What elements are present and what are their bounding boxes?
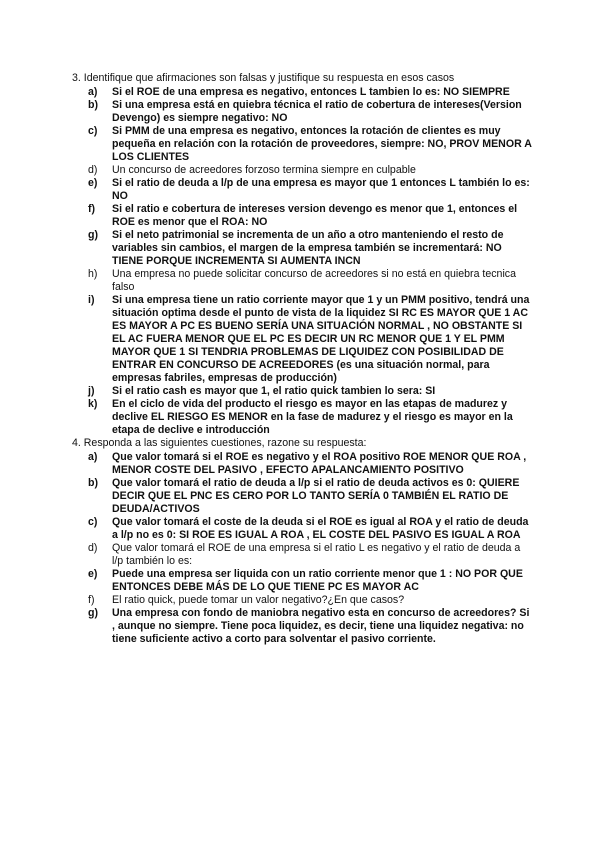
item-label: i) xyxy=(88,294,95,306)
section-3-item xyxy=(72,164,534,177)
section-3-list xyxy=(72,86,534,437)
item-label: f) xyxy=(88,594,95,606)
section-4-item xyxy=(72,607,534,646)
section-3-item xyxy=(72,294,534,385)
item-label: h) xyxy=(88,268,98,280)
section-3-item xyxy=(72,86,534,99)
item-label: e) xyxy=(88,568,98,580)
item-text: Una empresa con fondo de maniobra negativo esta en concurso de acreedores? Si , aunque no siempre. Tiene poca liquidez, es decir, tiene una liquidez negativa: no tiene suficiente activo a corto para solventar el pasivo corriente. xyxy=(112,607,530,645)
item-text: Si el ratio de deuda a l/p de una empresa es mayor que 1 entonces L también lo es: NO xyxy=(112,177,530,202)
section-4-item xyxy=(72,568,534,594)
section-4-item xyxy=(72,542,534,568)
item-label: k) xyxy=(88,398,98,410)
section-4-item xyxy=(72,516,534,542)
item-label: b) xyxy=(88,99,98,111)
section-3-item xyxy=(72,99,534,125)
item-label: g) xyxy=(88,607,98,619)
section-4-item xyxy=(72,477,534,516)
section-4-list xyxy=(72,451,534,646)
item-text: Si una empresa tiene un ratio corriente mayor que 1 y un PMM positivo, tendrá una situación optima desde el punto de vista de la liquidez SI RC ES MAYOR QUE 1 AC ES MAYOR A PC ES BUENO SERÍA UNA SITUACIÓN NORMAL , NO OBSTANTE SI EL AC FUERA MENOR QUE EL PC ES DECIR UN RC MENOR QUE 1 Y EL PMM MAYOR QUE 1 SI TENDRIA PROBLEMAS DE LIQUIDEZ CON POSIBILIDAD DE ENTRAR EN CONCURSO DE ACREEDORES (es una situación normal, para empresas fabriles, empresas de producción) xyxy=(112,294,530,384)
section-3-item xyxy=(72,229,534,268)
item-text: Si el ROE de una empresa es negativo, entonces L tambien lo es: NO SIEMPRE xyxy=(112,86,510,98)
section-4-title: 4. Responda a las siguientes cuestiones, razone su respuesta: xyxy=(72,437,367,449)
section-3-item xyxy=(72,385,534,398)
item-label: d) xyxy=(88,542,98,554)
item-label: a) xyxy=(88,86,98,98)
item-text: Una empresa no puede solicitar concurso de acreedores si no está en quiebra tecnica falso xyxy=(112,268,516,293)
item-text: Que valor tomará el coste de la deuda si el ROE es igual al ROA y el ratio de deuda a l/p no es 0: SI ROE ES IGUAL A ROA , EL COSTE DEL PASIVO ES IGUAL A ROA xyxy=(112,516,529,541)
item-text: Si el ratio cash es mayor que 1, el ratio quick tambien lo sera: SI xyxy=(112,385,436,397)
section-3-item xyxy=(72,125,534,164)
item-text: Si una empresa está en quiebra técnica el ratio de cobertura de intereses(Version Devengo) es siempre negativo: NO xyxy=(112,99,522,124)
item-text: El ratio quick, puede tomar un valor negativo?¿En que casos? xyxy=(112,594,405,606)
item-text: Si el neto patrimonial se incrementa de un año a otro manteniendo el resto de variables sin cambios, el margen de la empresa también se incrementará: NO TIENE PORQUE INCREMENTA SI AUMENTA INCN xyxy=(112,229,504,267)
section-3-item xyxy=(72,268,534,294)
section-3-item xyxy=(72,203,534,229)
section-4-item xyxy=(72,451,534,477)
item-text: Que valor tomará si el ROE es negativo y el ROA positivo ROE MENOR QUE ROA , MENOR COSTE DEL PASIVO , EFECTO APALANCAMIENTO POSITIVO xyxy=(112,451,527,476)
section-3-item xyxy=(72,398,534,437)
item-text: Un concurso de acreedores forzoso termina siempre en culpable xyxy=(112,164,416,176)
item-label: j) xyxy=(88,385,95,397)
item-text: Que valor tomará el ratio de deuda a l/p si el ratio de deuda activos es 0: QUIERE DECIR QUE EL PNC ES CERO POR LO TANTO SERÍA 0 TAMBIÉN EL RATIO DE DEUDA/ACTIVOS xyxy=(112,477,520,515)
item-label: c) xyxy=(88,125,98,137)
item-label: b) xyxy=(88,477,98,489)
item-text: En el ciclo de vida del producto el riesgo es mayor en las etapas de madurez y declive EL RIESGO ES MENOR en la fase de madurez y el riesgo es mayor en la etapa de declive e introducción xyxy=(112,398,513,436)
item-label: f) xyxy=(88,203,96,215)
item-text: Si el ratio e cobertura de intereses version devengo es menor que 1, entonces el ROE es menor que el ROA: NO xyxy=(112,203,518,228)
section-4-item xyxy=(72,594,534,607)
item-text: Puede una empresa ser liquida con un ratio corriente menor que 1 : NO POR QUE ENTONCES DEBE MÁS DE LO QUE TIENE PC ES MAYOR AC xyxy=(112,568,523,593)
item-label: e) xyxy=(88,177,98,189)
item-text: Si PMM de una empresa es negativo, entonces la rotación de clientes es muy pequeña en relación con la rotación de proveedores, siempre: NO, PROV MENOR A LOS CLIENTES xyxy=(112,125,532,163)
section-3-title: 3. Identifique que afirmaciones son falsas y justifique su respuesta en esos casos xyxy=(72,72,455,84)
item-label: a) xyxy=(88,451,98,463)
item-label: d) xyxy=(88,164,98,176)
item-label: g) xyxy=(88,229,98,241)
section-3-item xyxy=(72,177,534,203)
item-label: c) xyxy=(88,516,98,528)
item-text: Que valor tomará el ROE de una empresa si el ratio L es negativo y el ratio de deuda a l/p también lo es: xyxy=(112,542,521,567)
